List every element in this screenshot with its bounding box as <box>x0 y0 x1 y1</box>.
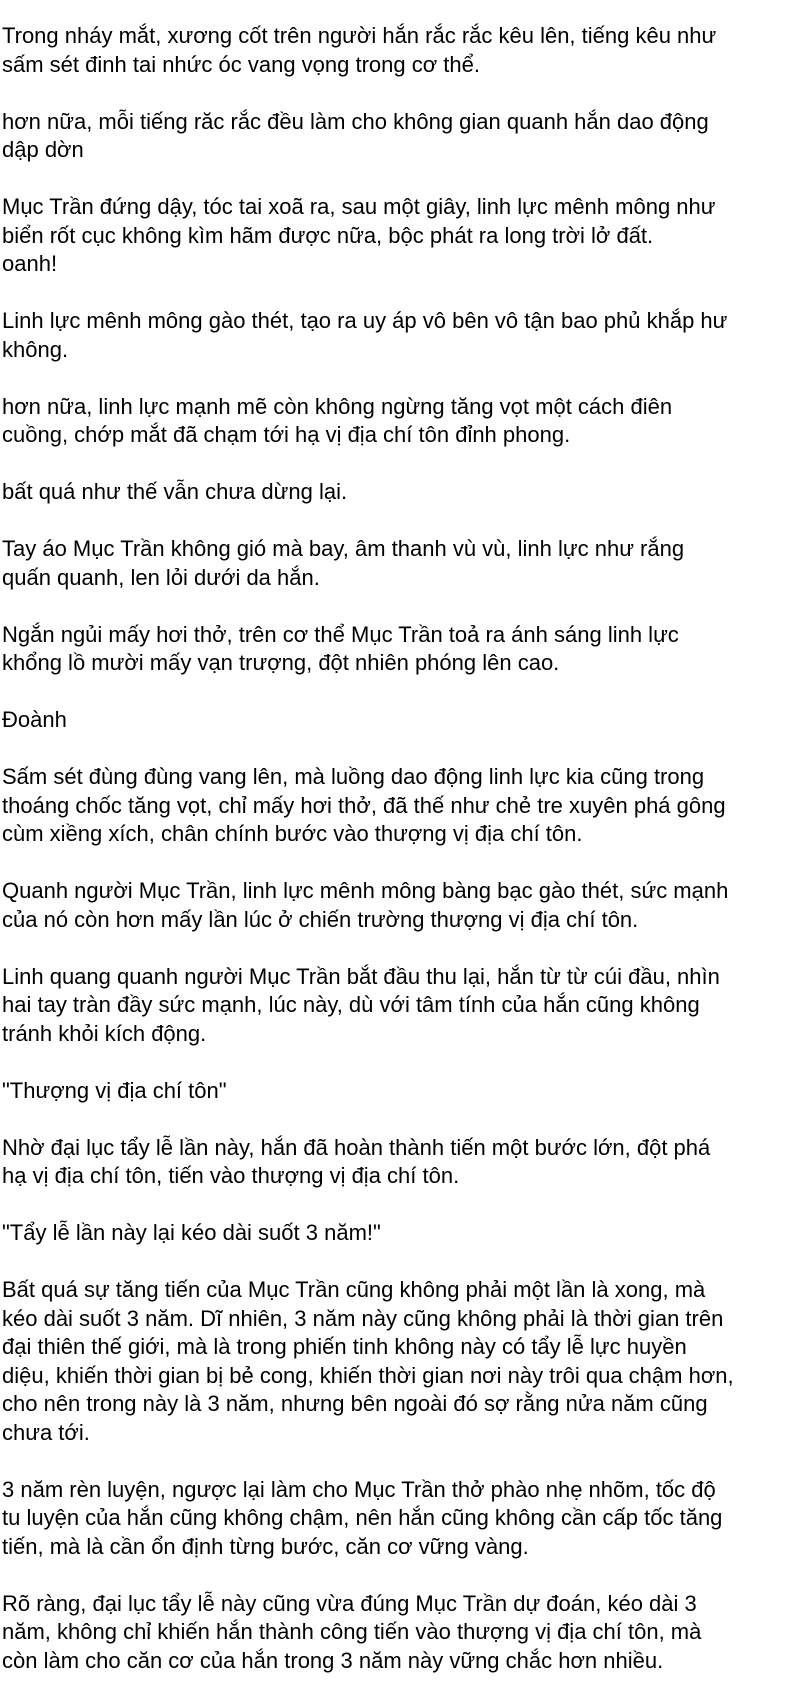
paragraph-12: Linh quang quanh người Mục Trần bắt đầu thu lại, hắn từ từ cúi đầu, nhìn hai tay tràn đầy sức mạnh, lúc này, dù với tâm tính của hắn cũng không tránh khỏi kích động. <box>2 963 720 1046</box>
paragraph-9: Đoành <box>2 707 67 732</box>
paragraph-13: "Thượng vị địa chí tôn" <box>2 1077 227 1103</box>
paragraph-1: Trong nháy mắt, xương cốt trên người hắn rắc rắc kêu lên, tiếng kêu như sấm sét đinh tai nhức óc vang vọng trong cơ thể. <box>2 23 717 77</box>
paragraph-17: 3 năm rèn luyện, ngược lại làm cho Mục Trần thở phào nhẹ nhõm, tốc độ tu luyện của hắn cũng không chậm, nên hắn cũng không cần cấp tốc tăng tiến, mà là cần ổn định từng bước, căn cơ vững vàng. <box>2 1476 723 1559</box>
paragraph-16: Bất quá sự tăng tiến của Mục Trần cũng không phải một lần là xong, mà kéo dài suốt 3 năm. Dĩ nhiên, 3 năm này cũng không phải là thời gian trên đại thiên thế giới, mà là trong phiến tinh không này có tẩy lễ lực huyền diệu, khiến thời gian bị bẻ cong, khiến thời gian nơi này trôi qua chậm hơn, cho nên trong này là 3 năm, nhưng bên ngoài đó sợ rằng nửa năm cũng chưa tới. <box>2 1277 734 1445</box>
paragraph-14: Nhờ đại lục tẩy lễ lần này, hắn đã hoàn thành tiến một bước lớn, đột phá hạ vị địa chí tôn, tiến vào thượng vị địa chí tôn. <box>2 1134 711 1188</box>
paragraph-2: hơn nữa, mỗi tiếng răc rắc đều làm cho không gian quanh hắn dao động dập dờn <box>2 108 709 162</box>
paragraph-5: hơn nữa, linh lực mạnh mẽ còn không ngừng tăng vọt một cách điên cuồng, chớp mắt đã chạm tới hạ vị địa chí tôn đỉnh phong. <box>2 393 673 447</box>
paragraph-8: Ngắn ngủi mấy hơi thở, trên cơ thể Mục Trần toả ra ánh sáng linh lực khổng lồ mười mấy vạn trượng, đột nhiên phóng lên cao. <box>2 621 679 675</box>
paragraph-10: Sấm sét đùng đùng vang lên, mà luồng dao động linh lực kia cũng trong thoáng chốc tăng vọt, chỉ mấy hơi thở, đã thế như chẻ tre xuyên phá gông cùm xiềng xích, chân chính bước vào thượng vị địa chí tôn. <box>2 764 726 846</box>
paragraph-18: Rõ ràng, đại lục tẩy lễ này cũng vừa đúng Mục Trần dự đoán, kéo dài 3 năm, không chỉ khiến hắn thành công tiến vào thượng vị địa chí tôn, mà còn làm cho căn cơ của hắn trong 3 năm này vững chắc hơn nhiều. <box>2 1590 702 1673</box>
story-text-body <box>2 22 794 1675</box>
paragraph-6: bất quá như thế vẫn chưa dừng lại. <box>2 479 348 504</box>
paragraph-3: Mục Trần đứng dậy, tóc tai xoã ra, sau một giây, linh lực mênh mông như biển rốt cục không kìm hãm được nữa, bộc phát ra long trời lở đất. oanh! <box>2 194 716 276</box>
paragraph-11: Quanh người Mục Trần, linh lực mênh mông bàng bạc gào thét, sức mạnh của nó còn hơn mấy lần lúc ở chiến trường thượng vị địa chí tôn. <box>2 878 729 932</box>
paragraph-15: "Tẩy lễ lần này lại kéo dài suốt 3 năm!" <box>2 1220 381 1245</box>
paragraph-4: Linh lực mênh mông gào thét, tạo ra uy áp vô bên vô tận bao phủ khắp hư không. <box>2 308 728 362</box>
paragraph-7: Tay áo Mục Trần không gió mà bay, âm thanh vù vù, linh lực như rắng quấn quanh, len lỏi dưới da hắn. <box>2 536 685 590</box>
